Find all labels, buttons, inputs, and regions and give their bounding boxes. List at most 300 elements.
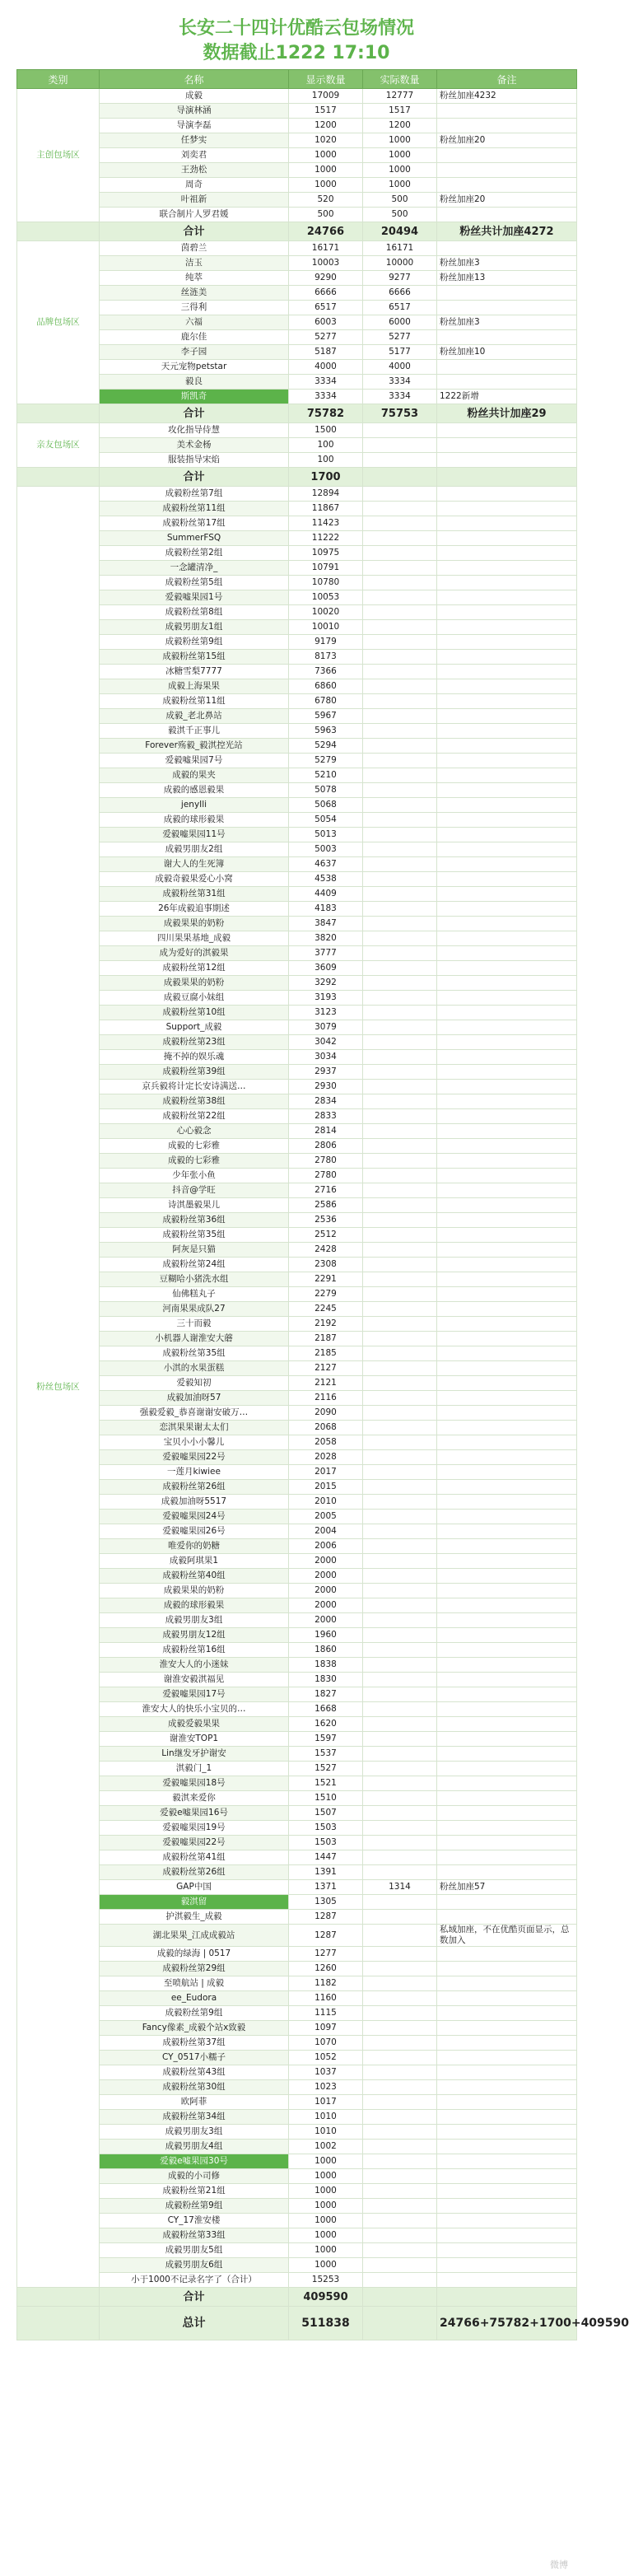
shown-count-cell: 11867: [289, 502, 363, 516]
actual-count-cell: [363, 1435, 437, 1450]
table-row: [17, 2080, 577, 2095]
note-cell: [437, 1332, 577, 1346]
note-cell: [437, 2199, 577, 2214]
note-cell: [437, 453, 577, 468]
table-row: [17, 2051, 577, 2065]
name-cell: 河南果果成队27: [100, 1302, 289, 1317]
actual-count-cell: [363, 1495, 437, 1510]
shown-count-cell: 100: [289, 438, 363, 453]
actual-count-cell: [363, 931, 437, 946]
subtotal-label: 合计: [100, 2288, 289, 2307]
category-cell: 品牌包场区: [17, 241, 100, 404]
table-row: [17, 2258, 577, 2273]
name-cell: 心心毅念: [100, 1124, 289, 1139]
shown-count-cell: 2004: [289, 1524, 363, 1539]
actual-count-cell: [363, 1702, 437, 1717]
note-cell: [437, 2080, 577, 2095]
table-row: [17, 1480, 577, 1495]
table-row: [17, 605, 577, 620]
actual-count-cell: [363, 487, 437, 502]
table-row: [17, 271, 577, 286]
shown-count-cell: 1668: [289, 1702, 363, 1717]
table-row: [17, 1569, 577, 1584]
actual-count-cell: [363, 1139, 437, 1154]
actual-count-cell: [363, 1406, 437, 1421]
table-row: [17, 148, 577, 163]
shown-count-cell: 1000: [289, 2214, 363, 2228]
note-cell: [437, 301, 577, 315]
name-cell: 成毅的果夹: [100, 768, 289, 783]
name-cell: 成毅果果的奶粉: [100, 917, 289, 931]
actual-count-cell: [363, 1524, 437, 1539]
note-cell: [437, 1050, 577, 1065]
shown-count-cell: 1000: [289, 163, 363, 178]
actual-count-cell: [363, 1050, 437, 1065]
name-cell: 26年成毅追事期述: [100, 902, 289, 917]
note-cell: [437, 2095, 577, 2110]
name-cell: 成毅粉丝第7组: [100, 487, 289, 502]
shown-count-cell: 2291: [289, 1272, 363, 1287]
note-cell: [437, 946, 577, 961]
name-cell: 三得利: [100, 301, 289, 315]
name-cell: 王劲松: [100, 163, 289, 178]
note-cell: [437, 423, 577, 438]
shown-count-cell: 3042: [289, 1035, 363, 1050]
name-cell: ee_Eudora: [100, 1991, 289, 2006]
actual-count-cell: [363, 1421, 437, 1435]
actual-count-cell: [363, 887, 437, 902]
table-row: [17, 487, 577, 502]
note-cell: [437, 1183, 577, 1198]
actual-count-cell: [363, 1976, 437, 1991]
actual-count-cell: [363, 1658, 437, 1673]
note-cell: [437, 531, 577, 546]
subtotal-actual: 75753: [363, 404, 437, 423]
shown-count-cell: 3123: [289, 1006, 363, 1020]
name-cell: 成毅的感恩毅果: [100, 783, 289, 798]
note-cell: [437, 1658, 577, 1673]
table-row: [17, 390, 577, 404]
note-cell: [437, 1569, 577, 1584]
table-row: [17, 1850, 577, 1865]
note-cell: [437, 828, 577, 842]
actual-count-cell: [363, 1791, 437, 1806]
name-cell: 成毅粉丝第11组: [100, 502, 289, 516]
subtotal-note: 粉丝共计加座29: [437, 404, 577, 423]
name-cell: 爱毅嘘果园18号: [100, 1776, 289, 1791]
actual-count-cell: [363, 546, 437, 561]
actual-count-cell: [363, 2214, 437, 2228]
note-cell: [437, 842, 577, 857]
name-cell: 爱毅嘘果园1号: [100, 590, 289, 605]
name-cell: 少年张小鱼: [100, 1169, 289, 1183]
actual-count-cell: [363, 1910, 437, 1925]
shown-count-cell: 1023: [289, 2080, 363, 2095]
table-row: [17, 976, 577, 991]
shown-count-cell: 2536: [289, 1213, 363, 1228]
note-cell: [437, 2006, 577, 2021]
note-cell: [437, 1776, 577, 1791]
shown-count-cell: 10010: [289, 620, 363, 635]
table-row: [17, 1836, 577, 1850]
shown-count-cell: 1287: [289, 1910, 363, 1925]
note-cell: [437, 1762, 577, 1776]
note-cell: [437, 1391, 577, 1406]
shown-count-cell: 1503: [289, 1821, 363, 1836]
name-cell: 成毅果果的奶粉: [100, 1584, 289, 1598]
shown-count-cell: 12894: [289, 487, 363, 502]
actual-count-cell: 500: [363, 193, 437, 208]
note-cell: [437, 119, 577, 133]
note-cell: [437, 1480, 577, 1495]
actual-count-cell: 9277: [363, 271, 437, 286]
table-row: [17, 1272, 577, 1287]
note-cell: [437, 2258, 577, 2273]
name-cell: 成毅果果的奶粉: [100, 976, 289, 991]
note-cell: [437, 635, 577, 650]
actual-count-cell: 1200: [363, 119, 437, 133]
name-cell: 欧阿菲: [100, 2095, 289, 2110]
note-cell: 粉丝加座10: [437, 345, 577, 360]
shown-count-cell: 9179: [289, 635, 363, 650]
table-row: [17, 360, 577, 375]
actual-count-cell: [363, 502, 437, 516]
note-cell: [437, 1865, 577, 1880]
name-cell: 成毅粉丝第2组: [100, 546, 289, 561]
name-cell: 洁玉: [100, 256, 289, 271]
table-row: [17, 2273, 577, 2288]
shown-count-cell: 17009: [289, 89, 363, 104]
note-cell: [437, 1243, 577, 1258]
table-row: [17, 931, 577, 946]
table-row: [17, 1584, 577, 1598]
note-cell: [437, 917, 577, 931]
name-cell: 谢大人的生死簿: [100, 857, 289, 872]
actual-count-cell: 3334: [363, 375, 437, 390]
name-cell: 叶祖新: [100, 193, 289, 208]
actual-count-cell: [363, 2258, 437, 2273]
table-row: [17, 286, 577, 301]
note-cell: [437, 1065, 577, 1080]
shown-count-cell: 4538: [289, 872, 363, 887]
shown-count-cell: 2279: [289, 1287, 363, 1302]
note-cell: [437, 330, 577, 345]
shown-count-cell: 2000: [289, 1584, 363, 1598]
actual-count-cell: [363, 1035, 437, 1050]
name-cell: 宝贝小小小馨儿: [100, 1435, 289, 1450]
note-cell: [437, 1539, 577, 1554]
actual-count-cell: [363, 828, 437, 842]
note-cell: [437, 1806, 577, 1821]
shown-count-cell: 6780: [289, 694, 363, 709]
shown-count-cell: 1000: [289, 2154, 363, 2169]
note-cell: [437, 1213, 577, 1228]
actual-count-cell: [363, 2273, 437, 2288]
actual-count-cell: [363, 709, 437, 724]
actual-count-cell: [363, 1717, 437, 1732]
shown-count-cell: 2116: [289, 1391, 363, 1406]
shown-count-cell: 1002: [289, 2140, 363, 2154]
actual-count-cell: [363, 2065, 437, 2080]
table-row: [17, 1925, 577, 1947]
table-row: [17, 1346, 577, 1361]
note-cell: [437, 1732, 577, 1747]
shown-count-cell: 10975: [289, 546, 363, 561]
shown-count-cell: 2716: [289, 1183, 363, 1198]
actual-count-cell: 1000: [363, 163, 437, 178]
name-cell: 成毅粉丝第35组: [100, 1346, 289, 1361]
table-row: [17, 1094, 577, 1109]
table-row: [17, 1258, 577, 1272]
name-cell: 成毅男朋友1组: [100, 620, 289, 635]
shown-count-cell: 4409: [289, 887, 363, 902]
shown-count-cell: 2187: [289, 1332, 363, 1346]
name-cell: 成毅上海果果: [100, 679, 289, 694]
table-row: [17, 1198, 577, 1213]
actual-count-cell: [363, 1317, 437, 1332]
note-cell: 粉丝加座13: [437, 271, 577, 286]
name-cell: 导演林涵: [100, 104, 289, 119]
shown-count-cell: 5967: [289, 709, 363, 724]
actual-count-cell: [363, 1747, 437, 1762]
name-cell: 成毅的七彩雅: [100, 1139, 289, 1154]
name-cell: 成毅阿琪果1: [100, 1554, 289, 1569]
name-cell: 湖北果果_江成成毅站: [100, 1925, 289, 1947]
table-row: [17, 2065, 577, 2080]
actual-count-cell: [363, 872, 437, 887]
table-row: [17, 813, 577, 828]
table-row: [17, 917, 577, 931]
name-cell: 爱毅嘘果园17号: [100, 1687, 289, 1702]
table-row: [17, 1228, 577, 1243]
shown-count-cell: 1620: [289, 1717, 363, 1732]
actual-count-cell: [363, 1584, 437, 1598]
name-cell: 唯爱你的奶糖: [100, 1539, 289, 1554]
name-cell: 成毅粉丝第9组: [100, 2199, 289, 2214]
table-row: [17, 1050, 577, 1065]
table-row: [17, 531, 577, 546]
actual-count-cell: [363, 1080, 437, 1094]
table-row: [17, 665, 577, 679]
table-row: [17, 1910, 577, 1925]
note-cell: [437, 1272, 577, 1287]
table-row: [17, 315, 577, 330]
actual-count-cell: [363, 590, 437, 605]
actual-count-cell: [363, 1258, 437, 1272]
actual-count-cell: [363, 1895, 437, 1910]
subtotal-shown: 1700: [289, 468, 363, 487]
table-row: [17, 516, 577, 531]
shown-count-cell: 2068: [289, 1421, 363, 1435]
table-row: [17, 546, 577, 561]
name-cell: 鹿尔佳: [100, 330, 289, 345]
actual-count-cell: [363, 1198, 437, 1213]
name-cell: 成毅_老北鼻站: [100, 709, 289, 724]
actual-count-cell: [363, 2154, 437, 2169]
name-cell: 爱毅嘘果园11号: [100, 828, 289, 842]
table-row: [17, 119, 577, 133]
note-cell: [437, 1910, 577, 1925]
table-row: [17, 1762, 577, 1776]
name-cell: 六福: [100, 315, 289, 330]
note-cell: [437, 1258, 577, 1272]
actual-count-cell: [363, 516, 437, 531]
table-row: [17, 2199, 577, 2214]
actual-count-cell: [363, 1673, 437, 1687]
table-row: [17, 1243, 577, 1258]
shown-count-cell: 5187: [289, 345, 363, 360]
table-row: [17, 2006, 577, 2021]
shown-count-cell: 6517: [289, 301, 363, 315]
shown-count-cell: 4000: [289, 360, 363, 375]
shown-count-cell: 1182: [289, 1976, 363, 1991]
table-row: [17, 1035, 577, 1050]
shown-count-cell: 5054: [289, 813, 363, 828]
name-cell: 爱毅嘘果园7号: [100, 754, 289, 768]
name-cell: 成毅粉丝第40组: [100, 1569, 289, 1584]
subtotal-label: 合计: [100, 404, 289, 423]
note-cell: [437, 1465, 577, 1480]
table-row: [17, 1154, 577, 1169]
actual-count-cell: [363, 1628, 437, 1643]
note-cell: [437, 768, 577, 783]
table-row: [17, 89, 577, 104]
table-row: [17, 330, 577, 345]
actual-count-cell: [363, 1450, 437, 1465]
table-row: [17, 561, 577, 576]
table-row: [17, 2184, 577, 2199]
shown-count-cell: 1838: [289, 1658, 363, 1673]
actual-count-cell: [363, 1169, 437, 1183]
header-actual-count: 实际数量: [363, 70, 437, 89]
table-row: [17, 1435, 577, 1450]
name-cell: 成毅粉丝第35组: [100, 1228, 289, 1243]
actual-count-cell: 5277: [363, 330, 437, 345]
name-cell: 成毅粉丝第29组: [100, 1962, 289, 1976]
note-cell: [437, 502, 577, 516]
name-cell: GAP中国: [100, 1880, 289, 1895]
note-cell: [437, 1006, 577, 1020]
table-row: [17, 2095, 577, 2110]
name-cell: 爱毅嘘果园19号: [100, 1821, 289, 1836]
shown-count-cell: 4637: [289, 857, 363, 872]
note-cell: [437, 2140, 577, 2154]
shown-count-cell: 2512: [289, 1228, 363, 1243]
name-cell: 京兵毅将计定长安诗满送…: [100, 1080, 289, 1094]
actual-count-cell: [363, 798, 437, 813]
table-row: [17, 2154, 577, 2169]
table-row: [17, 798, 577, 813]
shown-count-cell: 3609: [289, 961, 363, 976]
table-row: [17, 1406, 577, 1421]
note-cell: [437, 1628, 577, 1643]
actual-count-cell: [363, 2184, 437, 2199]
name-cell: 成毅粉丝第26组: [100, 1480, 289, 1495]
name-cell: 小机器人谢淮安大蘑: [100, 1332, 289, 1346]
name-cell: 天元宠物petstar: [100, 360, 289, 375]
shown-count-cell: 1010: [289, 2110, 363, 2125]
name-cell: Forever殇毅_毅淇控光站: [100, 739, 289, 754]
note-cell: [437, 902, 577, 917]
shown-count-cell: 1000: [289, 148, 363, 163]
header-note: 备注: [437, 70, 577, 89]
name-cell: 抖音@学旺: [100, 1183, 289, 1198]
actual-count-cell: [363, 438, 437, 453]
name-cell: 成毅粉丝第26组: [100, 1865, 289, 1880]
actual-count-cell: [363, 531, 437, 546]
table-row: [17, 1524, 577, 1539]
name-cell: 成毅: [100, 89, 289, 104]
note-cell: [437, 1287, 577, 1302]
table-row: [17, 1895, 577, 1910]
note-cell: [437, 576, 577, 590]
name-cell: 爱毅嘘果园24号: [100, 1510, 289, 1524]
actual-count-cell: [363, 1287, 437, 1302]
name-cell: 服装指导宋焰: [100, 453, 289, 468]
name-cell: 成为爱好的淇毅果: [100, 946, 289, 961]
actual-count-cell: [363, 1947, 437, 1962]
actual-count-cell: [363, 453, 437, 468]
actual-count-cell: [363, 1109, 437, 1124]
name-cell: 成毅男朋友3组: [100, 1613, 289, 1628]
note-cell: [437, 286, 577, 301]
name-cell: 成毅粉丝第16组: [100, 1643, 289, 1658]
subtotal-blank-cell: [17, 222, 100, 241]
shown-count-cell: 7366: [289, 665, 363, 679]
table-row: [17, 1450, 577, 1465]
shown-count-cell: 5068: [289, 798, 363, 813]
actual-count-cell: 500: [363, 208, 437, 222]
shown-count-cell: 1521: [289, 1776, 363, 1791]
note-cell: [437, 178, 577, 193]
actual-count-cell: 6517: [363, 301, 437, 315]
name-cell: 美术金杨: [100, 438, 289, 453]
note-cell: [437, 1687, 577, 1702]
actual-count-cell: [363, 961, 437, 976]
shown-count-cell: 2010: [289, 1495, 363, 1510]
note-cell: [437, 783, 577, 798]
name-cell: 小于1000不记录名字了（合计）: [100, 2273, 289, 2288]
actual-count-cell: 3334: [363, 390, 437, 404]
shown-count-cell: 3334: [289, 375, 363, 390]
name-cell: 导演李磊: [100, 119, 289, 133]
shown-count-cell: 3292: [289, 976, 363, 991]
shown-count-cell: 1000: [289, 2243, 363, 2258]
name-cell: 成毅粉丝第22组: [100, 1109, 289, 1124]
shown-count-cell: 5013: [289, 828, 363, 842]
note-cell: [437, 546, 577, 561]
note-cell: [437, 561, 577, 576]
note-cell: [437, 2228, 577, 2243]
note-cell: [437, 438, 577, 453]
note-cell: [437, 2184, 577, 2199]
note-cell: [437, 1947, 577, 1962]
note-cell: [437, 605, 577, 620]
table-row: [17, 679, 577, 694]
subtotal-shown: 409590: [289, 2288, 363, 2307]
actual-count-cell: [363, 1991, 437, 2006]
actual-count-cell: [363, 754, 437, 768]
actual-count-cell: [363, 665, 437, 679]
table-row: [17, 375, 577, 390]
actual-count-cell: 1517: [363, 104, 437, 119]
name-cell: Support_成毅: [100, 1020, 289, 1035]
name-cell: 成毅粉丝第30组: [100, 2080, 289, 2095]
actual-count-cell: [363, 1020, 437, 1035]
note-cell: [437, 2169, 577, 2184]
name-cell: 任梦实: [100, 133, 289, 148]
shown-count-cell: 8173: [289, 650, 363, 665]
